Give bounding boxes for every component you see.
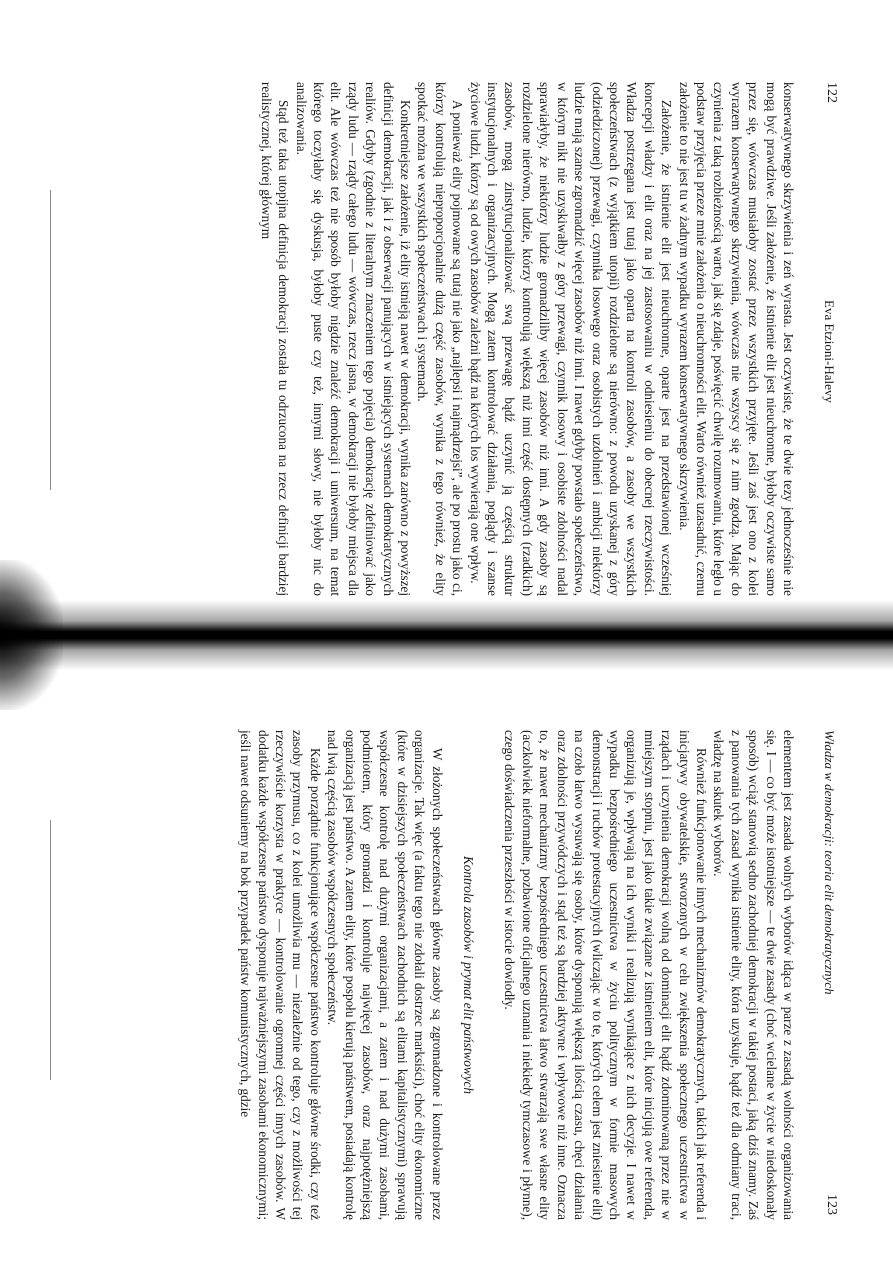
binding-shadow-blot	[0, 560, 63, 710]
left-text-column	[257, 82, 797, 596]
right-text-column	[237, 730, 797, 1220]
left-paragraph: konserwatywnego skrzywienia i zeń wyrasta. Jest oczywiste, że te dwie tezy jednocześnie nie mogą być prawdziwe. Jeśli założenie, że istnienie elit jest nieuchronne, byłoby oczywiste samo przez się, wówczas musiałoby zostać przez wszystkich przyjęte. Jeśli zaś jest ono z kolei wyrazem konserwatywnego skrzywienia, wówczas nie wszyscy się z nim zgodzą. Mając do czynienia z taką rozbieżnością warto, jak się zdaje, poświęcić chwilę rozumowaniu, które legło u podstaw przyjęcia przeze mnie założenia o nieuchronności elit. Warto również uzasadnić, czemu założenie to nie jest tu w żadnym wypadku wyrazem konserwatywnego skrzywienia.	[676, 82, 796, 596]
right-running-head: Władza w demokracji: teoria elit demokratycznych	[822, 730, 837, 995]
section-heading: Kontrola zasobów i prymat elit państwowych	[461, 856, 477, 1094]
left-paragraph: Konkretniejsze założenie, iż elity istnieją nawet w demokracji, wynika zarówno z powyższej definicji demokracji, jak i z obserwacji panujących w istniejących systemach demokratycznych realiów. Gdyby (zgodnie z literalnym znaczeniem tego pojęcia) demokrację zdefiniować jako rządy ludu — rządy całego ludu — wówczas, rzecz jasna, w demokracji nie byłoby miejsca dla elit. Ale wówczas też nie sposób byłoby nigdzie znaleźć demokracji i uniwersum, na temat którego toczyłaby się dyskusja, byłoby puste czy też, innymi słowy, nie byłoby nic do analizowania.	[293, 82, 414, 596]
left-paragraph: A ponieważ elity pojmowane są tutaj nie jako „najlepsi i najmądrzejsi”, ale po prostu jako ci, którzy kontrolują nieproporcjonalnie dużą część zasobów, wynika z tego również, że elity spotkać można we wszystkich społeczeństwach i systemach.	[415, 82, 466, 596]
left-paragraph: Założenie, że istnienie elit jest nieuchronne, oparte jest na przedstawionej wcześniej koncepcji władzy i elit oraz na jej zastosowaniu w odniesieniu do obecnej rzeczywistości. Władza postrzegana jest tutaj jako oparta na kontroli zasobów, a zasoby we wszystkich społeczeństwach (z wyjątkiem utopii) rozdzielone są nierówno: z powodu uzyskanej z góry (odziedziczonej) przewagi, czynnika losowego oraz osobistych uzdolnień i ambicji niektórzy ludzie mają szanse zgromadzić więcej zasobów niż inni. I nawet gdyby powstało społeczeństwo, w którym nikt nie uzyskiwałby z góry przewagi, czynnik losowy i osobiste zdolności nadal sprawiałyby, że niektórzy ludzie gromadziliby więcej zasobów niż inni. A gdy zasoby są rozdzielone nierówno, ludzie, którzy kontrolują większą niż inni część dostępnych (rzadkich) zasobów, mogą zinstytucjonalizować swą przewagę bądź uczynić ją częścią struktur instytucjonalnych i organizacyjnych. Mogą zatem kontrolować działania, poglądy i szanse życiowe ludzi, którzy są od owych zasobów zależni bądź na których los wywierają one wpływ.	[467, 82, 675, 596]
right-paragraph: elementem jest zasada wolnych wyborów idąca w parze z zasadą wolności organizowania się. I — co być może istotniejsze — te dwie zasady (choć wcielane w życie w niedoskonały sposób) wciąż stanowią sedno zachodniej demokracji w takiej postaci, jaką dziś znamy. Zaś z panowania tych zasad wynika istnienie elity, która uzyskuje, bądź też dla odmiany traci, władzę na skutek wyborów.	[711, 730, 796, 1220]
left-paragraph: Stąd też taka utopijna definicja demokracji została tu odrzucona na rzecz definicji bardziej realistycznej, której głównym	[258, 82, 292, 596]
left-page	[0, 0, 893, 622]
right-paragraph: Każde porządnie funkcjonujące współczesne państwo kontroluje główne środki, czy też zasoby przymusu, co z kolei umożliwia mu — niezależnie od tego, czy z możliwości tej rzeczywiście korzysta w praktyce — kontrolowanie ogromnej części innych zasobów. W dodatku każde współczesne państwo dysponuje najważniejszymi zasobami ekonomicznymi; jeśli nawet odsuniemy na bok przypadek państw komunistycznych, gdzie	[238, 730, 323, 1220]
binding-gutter-shadow	[0, 600, 893, 670]
scan-edge-line	[50, 820, 51, 1080]
right-page	[0, 648, 893, 1263]
right-paragraph: W złożonych społeczeństwach główne zasoby są zgromadzone i kontrolowane przez organizacje. Tak więc (a faktu tego nie zdołali dostrzec marksiści), choć elity ekonomiczne (które w dzisiejszych społeczeństwach zachodnich są elitami kapitalistycznymi) sprawują współczesne kontrolę nad dużymi organizacjami, a zatem i nad dużymi zasobami, podmiotem, który gromadzi i kontroluje najwięcej zasobów, oraz najpotężniejszą organizacją jest państwo. A zatem elity, które pospołu kierują państwem, posiadają kontrolę nad lwią częścią zasobów współczesnych społeczeństw.	[325, 730, 445, 1220]
left-page-number: 122	[824, 82, 839, 103]
left-running-head: Eva Etzioni-Halevy	[822, 300, 837, 403]
right-page-number: 123	[824, 1194, 839, 1215]
scan-edge-line	[50, 190, 51, 490]
right-paragraph: Również funkcjonowanie innych mechanizmów demokratycznych, takich jak referenda i inicjatywy obywatelskie, stworzonych w celu zwiększenia społecznego uczestnictwa w rządach i uczynienia demokracji wolną od dominacji elit bądź zdominowaną przez nie w mniejszym stopniu, jest jako takie związane z istnieniem elit, które inicjują owe referenda, organizują je, wpływają na ich wyniki i realizują wynikające z nich decyzje. I nawet w wypadku bezpośredniego uczestnictwa w życiu politycznym w formie masowych demonstracji i ruchów protestacyjnych (wliczając w to te, których celem jest zniesienie elit) na czoło łatwo wysuwają się osoby, które dysponują większą ilością czasu, chęci działania oraz zdolności przywódczych i stąd też są bardziej aktywne i wpływowe niż inne. Oznacza to, że nawet mechanizmy bezpośredniego uczestnictwa łatwo stwarzają swe własne elity (aczkolwiek nieformalne, pozbawione oficjalnego uznania i niekiedy tymczasowe i płynne), czego doświadczenia przeszłości w istocie dowiodły.	[502, 730, 709, 1220]
